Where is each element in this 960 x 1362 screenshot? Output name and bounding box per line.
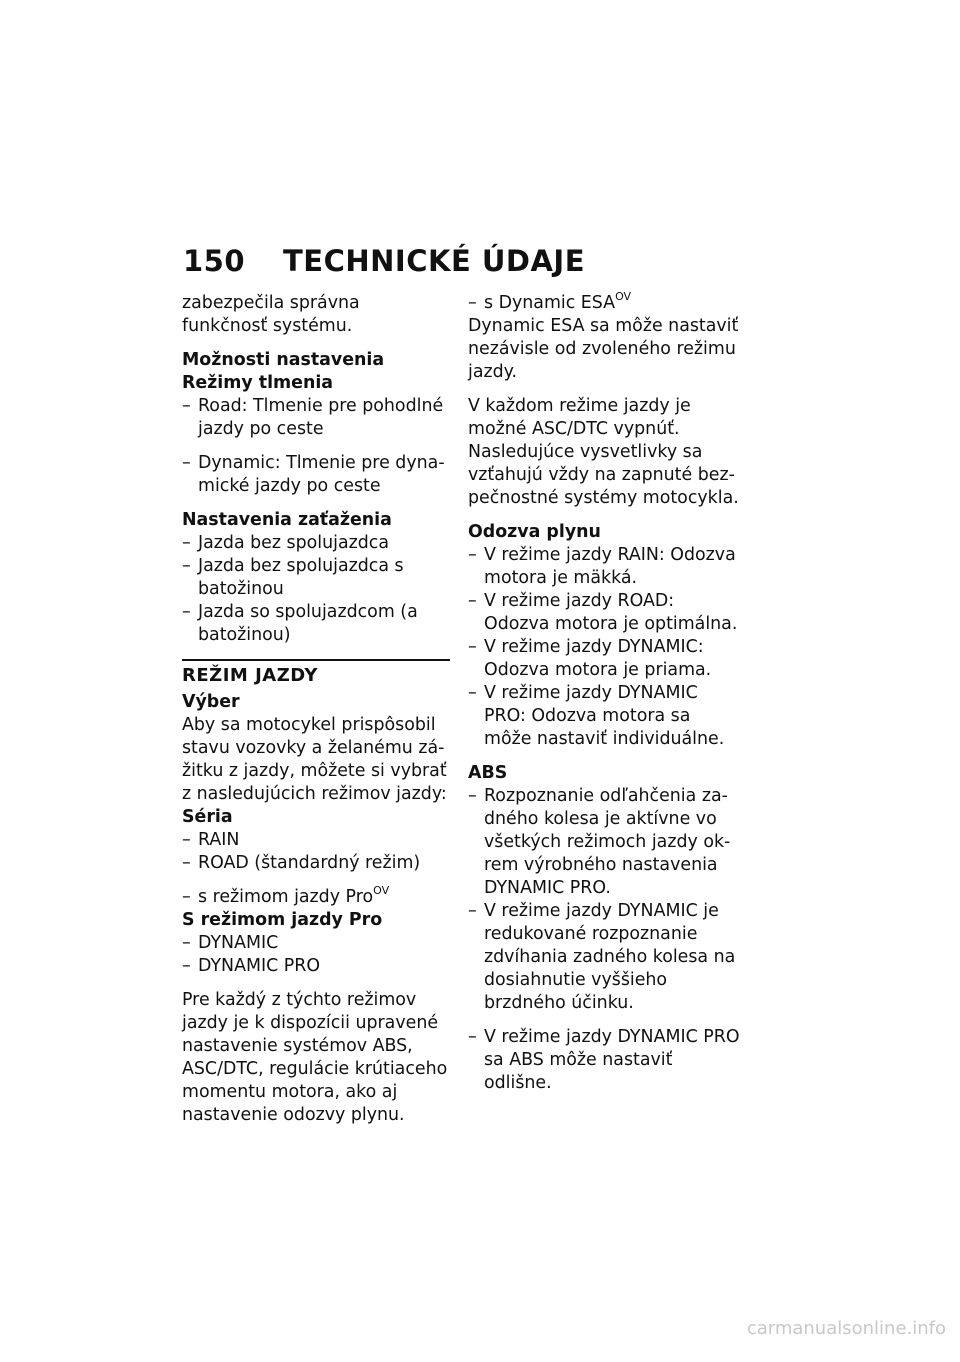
list-item: – Jazda bez spolujazdca s batožinou <box>182 555 450 601</box>
list-item: – ROAD (štandardný režim) <box>182 852 450 875</box>
list-item: – Jazda bez spolujazdca <box>182 532 450 555</box>
list-item: – Jazda so spolujazdcom (a batožinou) <box>182 601 450 647</box>
ov-mark: OV <box>373 884 390 897</box>
page-header <box>183 244 585 278</box>
list-item: – V režime jazdy DYNAMIC je redukované rozpoznanie zdvíhania zadného kolesa na dosiahnutie vyššieho brzdného účinku. <box>468 900 740 1015</box>
series-heading: Séria <box>182 807 233 827</box>
right-column <box>468 292 740 1106</box>
esa-option-text: s Dynamic ESA <box>484 293 616 313</box>
list-item: – V režime jazdy RAIN: Odozva motora je mäkká. <box>468 544 740 590</box>
list-item: – DYNAMIC PRO <box>182 955 450 978</box>
pro-list <box>182 932 450 978</box>
list-item: – V režime jazdy ROAD: Odozva motora je optimálna. <box>468 590 740 636</box>
esa-option-list <box>468 292 740 315</box>
list-item <box>182 886 450 909</box>
list-item: – V režime jazdy DYNAMIC PRO sa ABS môže nastaviť odlišne. <box>468 1026 740 1095</box>
pro-heading: S režimom jazdy Pro <box>182 910 383 930</box>
options-heading: Možnosti nastavenia <box>182 350 385 370</box>
pro-option-list <box>182 886 450 909</box>
list-item: – Rozpoznanie odľahčenia zadného kolesa je aktívne vo všetkých režimoch jazdy okrem výrobného nastavenia DYNAMIC PRO. <box>468 785 740 900</box>
list-item: – Dynamic: Tlmenie pre dynamické jazdy po ceste <box>182 452 450 498</box>
list-item: – RAIN <box>182 829 450 852</box>
watermark: carmanualsonline.info <box>746 1318 946 1339</box>
throttle-heading: Odozva plynu <box>468 522 601 542</box>
list-item <box>468 292 740 315</box>
damping-heading: Režimy tlmenia <box>182 373 334 393</box>
throttle-list <box>468 544 740 751</box>
closing-text: Pre každý z týchto režimov jazdy je k dispozícii upravené nastavenie systémov ABS, ASC/DTC, regulácie krútiaceho momentu motora, ako aj nastavenie odozvy plynu. <box>182 990 448 1125</box>
left-column <box>182 292 450 1138</box>
selection-text: Aby sa motocykel prispôsobil stavu vozovky a želanému zážitku z jazdy, môžete si vybrať z nasledujúcich režimov jazdy: <box>182 715 447 804</box>
list-item: – Road: Tlmenie pre pohodlné jazdy po ceste <box>182 395 450 441</box>
load-heading: Nastavenia zaťaženia <box>182 510 392 530</box>
list-item: – V režime jazdy DYNAMIC: Odozva motora je priama. <box>468 636 740 682</box>
page-number: 150 <box>183 244 246 278</box>
selection-heading: Výber <box>182 692 240 712</box>
damping-list <box>182 395 450 498</box>
list-item: – DYNAMIC <box>182 932 450 955</box>
list-item: – V režime jazdy DYNAMIC PRO: Odozva motora sa môže nastaviť individuálne. <box>468 682 740 751</box>
chapter-title: TECHNICKÉ ÚDAJE <box>283 244 586 278</box>
abs-last-list <box>468 1026 740 1095</box>
abs-heading: ABS <box>468 763 508 783</box>
abs-list <box>468 785 740 1015</box>
ov-mark: OV <box>615 290 632 303</box>
esa-text: Dynamic ESA sa môže nastaviť nezávisle od zvoleného režimu jazdy. <box>468 316 739 382</box>
asc-text: V každom režime jazdy je možné ASC/DTC vypnúť. Nasledujúce vysvetlivky sa vzťahujú vždy na zapnuté bezpečnostné systémy motocykla. <box>468 396 739 508</box>
pro-option-text: s režimom jazdy Pro <box>198 887 374 907</box>
section-title: REŽIM JAZDY <box>182 659 450 687</box>
series-list <box>182 829 450 875</box>
intro-text: zabezpečila správna funkčnosť systému. <box>182 293 360 336</box>
load-list <box>182 532 450 647</box>
